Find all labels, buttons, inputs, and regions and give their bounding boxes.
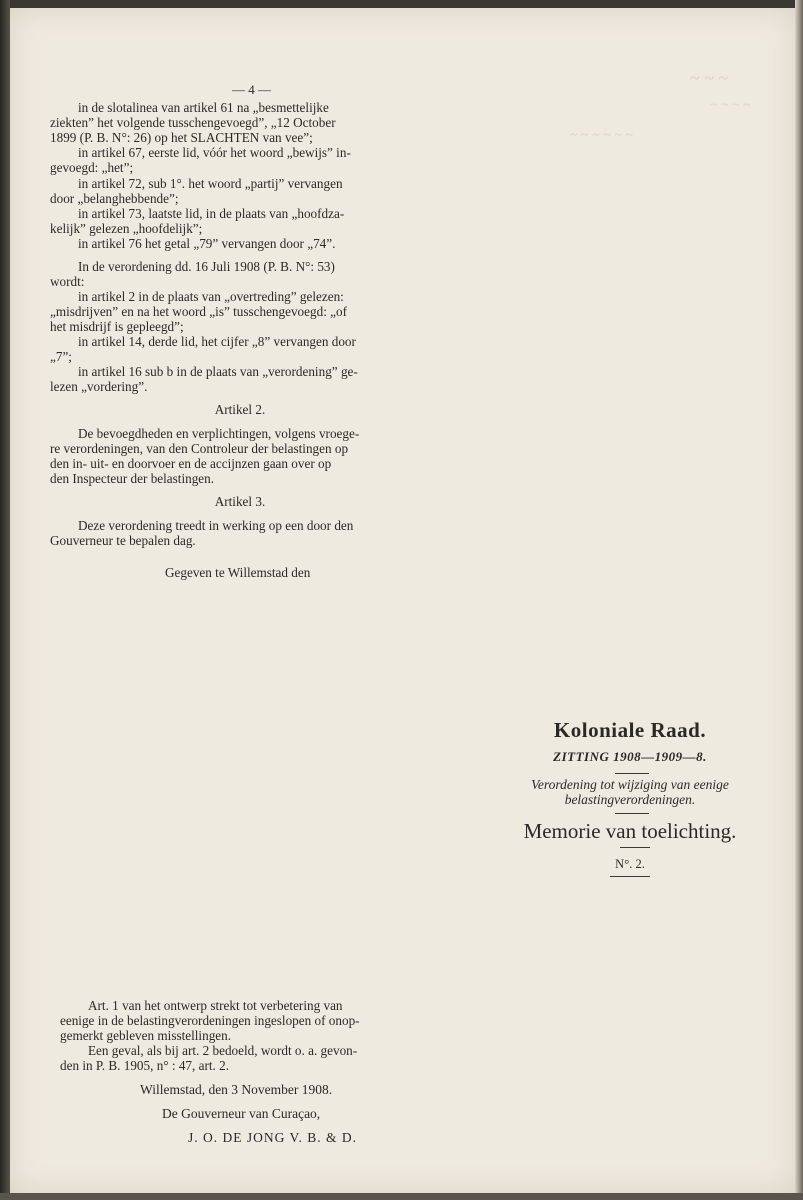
body-line: „misdrijven” en na het woord „is” tusschengevoegd: „of	[50, 304, 347, 319]
page-bottom-edge	[0, 1193, 803, 1200]
body-line: door „belanghebbende”;	[50, 191, 179, 206]
body-line: den in P. B. 1905, n° : 47, art. 2.	[60, 1058, 230, 1073]
bleed-through-mark: ~ ~ ~ ~ ~ ~	[570, 128, 633, 143]
date-line: Willemstad, den 3 November 1908.	[140, 1082, 333, 1097]
body-line: in de slotalinea van artikel 61 na „besmettelijke	[78, 100, 329, 115]
body-line: in artikel 67, eerste lid, vóór het woord „bewijs” in-	[78, 145, 351, 160]
body-line: in artikel 73, laatste lid, in de plaats van „hoofdza-	[78, 206, 345, 221]
body-line: in artikel 14, derde lid, het cijfer „8” vervangen door	[78, 334, 356, 349]
divider	[620, 847, 650, 848]
body-line: in artikel 72, sub 1°. het woord „partij” vervangen	[78, 176, 343, 191]
body-line: in artikel 2 in de plaats van „overtreding” gelezen:	[78, 289, 344, 304]
document-page	[10, 8, 795, 1193]
body-line: De bevoegdheden en verplichtingen, volgens vroege-	[78, 426, 360, 441]
bleed-through-mark: ~ ~ ~ ~	[710, 98, 751, 113]
divider	[615, 813, 649, 814]
page-right-edge	[795, 0, 803, 1200]
body-line: Een geval, als bij art. 2 bedoeld, wordt o. a. gevon-	[88, 1043, 358, 1058]
body-line: wordt:	[50, 274, 85, 289]
body-line: het misdrijf is gepleegd”;	[50, 319, 184, 334]
body-line: Deze verordening treedt in werking op een door den	[78, 518, 354, 533]
article-heading: Artikel 2.	[214, 402, 266, 417]
body-line: gevoegd: „het”;	[50, 160, 134, 175]
divider	[615, 773, 649, 774]
body-line: gemerkt gebleven misstellingen.	[60, 1028, 232, 1043]
body-line: den in- uit- en doorvoer en de accijnzen gaan over op	[50, 456, 332, 471]
body-line: Art. 1 van het ontwerp strekt tot verbetering van	[88, 998, 343, 1013]
body-line: lezen „vordering”.	[50, 379, 148, 394]
subject-line: belastingverordeningen.	[564, 792, 696, 807]
body-line: In de verordening dd. 16 Juli 1908 (P. B. N°: 53)	[78, 259, 335, 274]
governor-title: De Gouverneur van Curaçao,	[162, 1106, 321, 1121]
page-left-edge	[0, 0, 10, 1200]
body-line: „7”;	[50, 349, 72, 364]
document-number: N°. 2.	[615, 857, 645, 871]
body-line: re verordeningen, van den Controleur der belastingen op	[50, 441, 349, 456]
given-at-line: Gegeven te Willemstad den	[165, 565, 311, 580]
body-line: den Inspecteur der belastingen.	[50, 471, 215, 486]
council-title: Koloniale Raad.	[553, 718, 707, 742]
page-number: — 4 —	[232, 82, 271, 97]
body-line: eenige in de belastingverordeningen ingeslopen of onop-	[60, 1013, 360, 1028]
body-line: 1899 (P. B. N°: 26) op het SLACHTEN van vee”;	[50, 130, 313, 145]
body-line: kelijk” gelezen „hoofdelijk”;	[50, 221, 203, 236]
bleed-through-mark: ~ ~ ~	[690, 68, 729, 88]
memorie-title: Memorie van toelichting.	[523, 819, 737, 843]
subject-line: Verordening tot wijziging van eenige	[531, 777, 729, 792]
article-heading: Artikel 3.	[214, 494, 266, 509]
body-line: ziekten” het volgende tusschengevoegd”, „12 October	[50, 115, 336, 130]
body-line: in artikel 16 sub b in de plaats van „verordening” ge-	[78, 364, 358, 379]
body-line: Gouverneur te bepalen dag.	[50, 533, 196, 548]
session-label: ZITTING 1908—1909—8.	[553, 749, 707, 764]
divider	[610, 876, 650, 877]
body-line: in artikel 76 het getal „79” vervangen door „74”.	[78, 236, 336, 251]
signatory-name: J. O. DE JONG V. B. & D.	[188, 1130, 358, 1145]
